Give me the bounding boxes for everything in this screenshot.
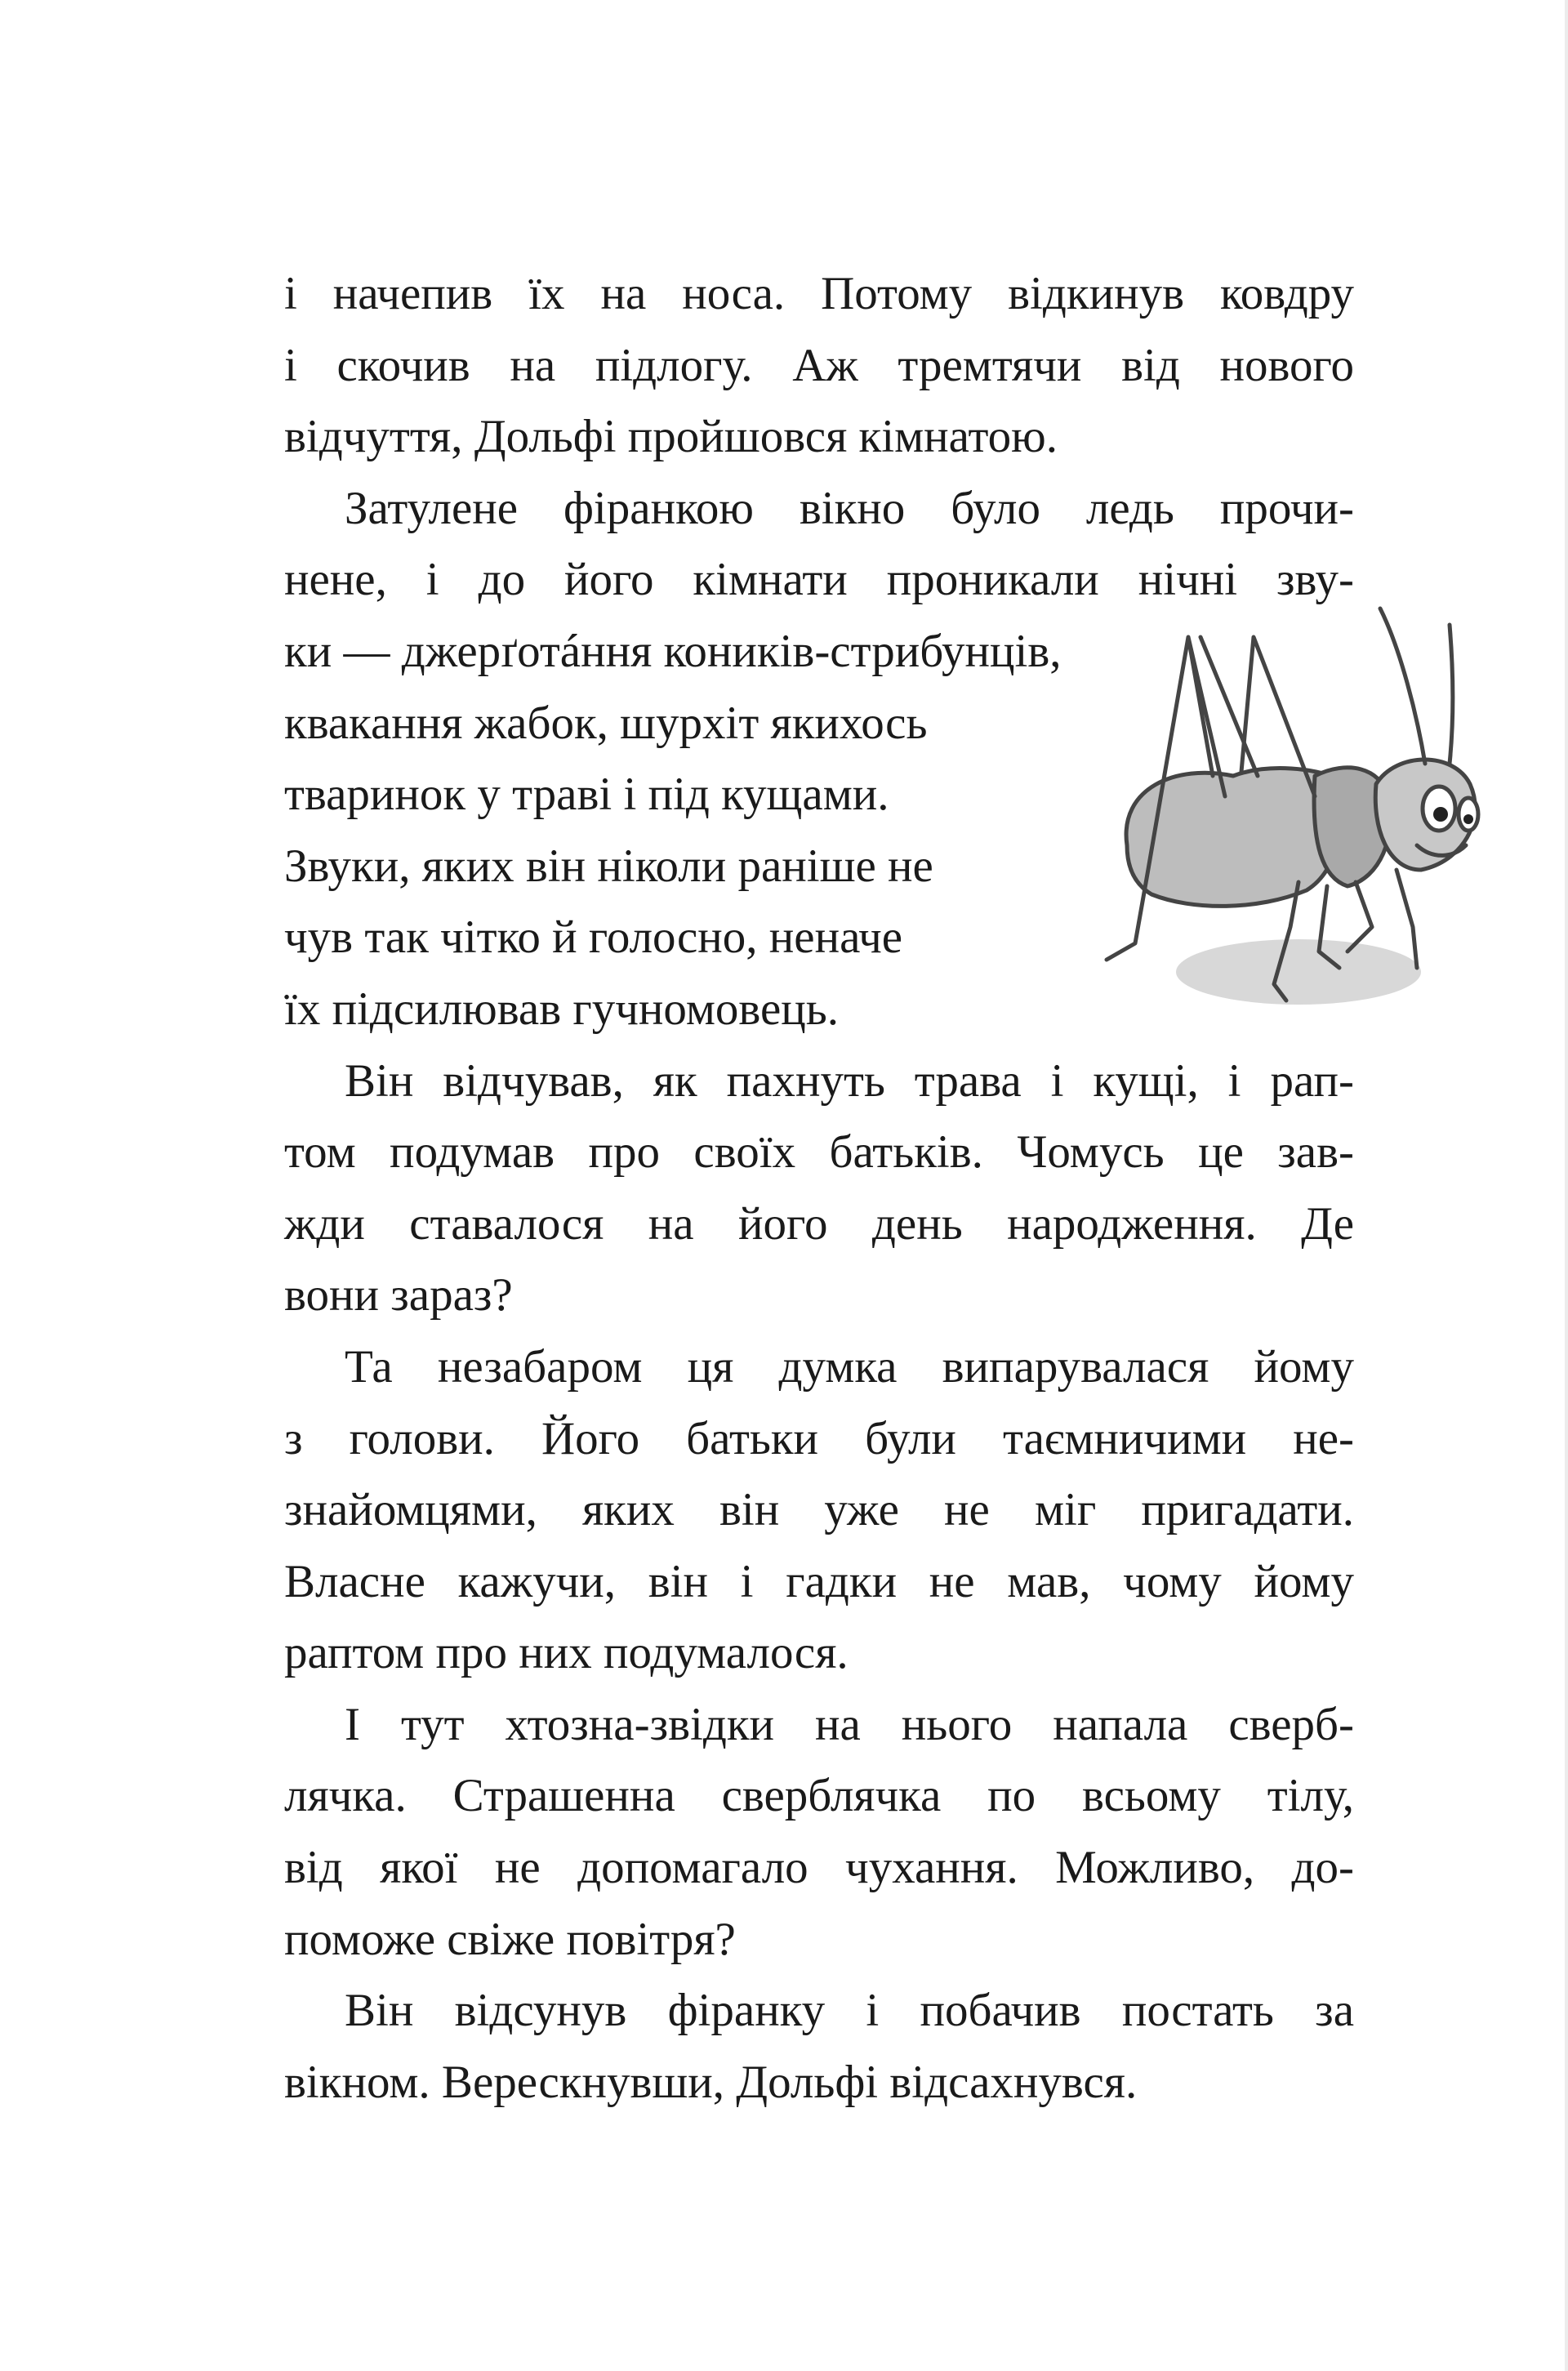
text-line: відчуття, Дольфі пройшовся кімнатою. <box>284 411 1058 463</box>
text-line: нене, і до його кімнати проникали нічні зву- <box>284 554 1354 606</box>
text-line: Він відчував, як пахнуть трава і кущі, і рап- <box>345 1054 1354 1107</box>
grasshopper-antenna <box>1380 608 1425 764</box>
text-line: лячка. Страшенна сверблячка по всьому тілу, <box>284 1770 1354 1822</box>
paragraph <box>284 1331 1354 1689</box>
text-line: вони зараз? <box>284 1269 513 1321</box>
grasshopper-ground-shadow <box>1176 939 1421 1005</box>
grasshopper-abdomen <box>1126 769 1339 907</box>
page-body-text <box>284 258 1354 2118</box>
text-line: від якої не допомагало чухання. Можливо, до- <box>284 1842 1354 1894</box>
page-edge <box>1565 0 1568 2371</box>
text-line: Він відсунув фіранку і побачив постать за <box>345 1985 1354 2037</box>
text-line: Власне кажучи, він і гадки не мав, чому йому <box>284 1555 1354 1607</box>
text-line: Затулене фіранкою вікно було ледь прочи- <box>345 482 1354 534</box>
text-line: і начепив їх на носа. Потому відкинув ковдру <box>284 268 1354 319</box>
text-line: чув так чітко й голосно, неначе <box>284 911 903 964</box>
text-line: жди ставалося на його день народження. Де <box>284 1197 1354 1250</box>
text-line: квакання жабок, шурхіт якихось <box>284 697 928 749</box>
text-line: Та незабаром ця думка випарувалася йому <box>345 1340 1354 1393</box>
text-line: тваринок у траві і під кущами. <box>284 769 889 821</box>
paragraph <box>284 1045 1354 1331</box>
grasshopper-illustration <box>1102 600 1527 1029</box>
text-line: і скочив на підлогу. Аж тремтячи від нового <box>284 339 1354 391</box>
text-line: Звуки, яких він ніколи раніше не <box>284 840 933 892</box>
text-line: поможе свіже повітря? <box>284 1913 736 1965</box>
text-line: з голови. Його батьки були таємничими не- <box>284 1412 1354 1464</box>
text-line: том подумав про своїх батьків. Чомусь це зав- <box>284 1126 1354 1179</box>
paragraph <box>284 258 1354 473</box>
text-line: раптом про них подумалося. <box>284 1627 849 1679</box>
text-line: вікном. Верескнувши, Дольфі відсахнувся. <box>284 2056 1138 2108</box>
text-line: ки — джерґотáння коників-стрибунців, <box>284 625 1062 677</box>
text-line: їх підсилював гучномовець. <box>284 983 840 1035</box>
text-line: знайомцями, яких він уже не міг пригадати. <box>284 1484 1354 1536</box>
paragraph <box>284 1975 1354 2118</box>
paragraph <box>284 1689 1354 1975</box>
text-line: І тут хтозна-звідки на нього напала сверб- <box>345 1698 1354 1750</box>
